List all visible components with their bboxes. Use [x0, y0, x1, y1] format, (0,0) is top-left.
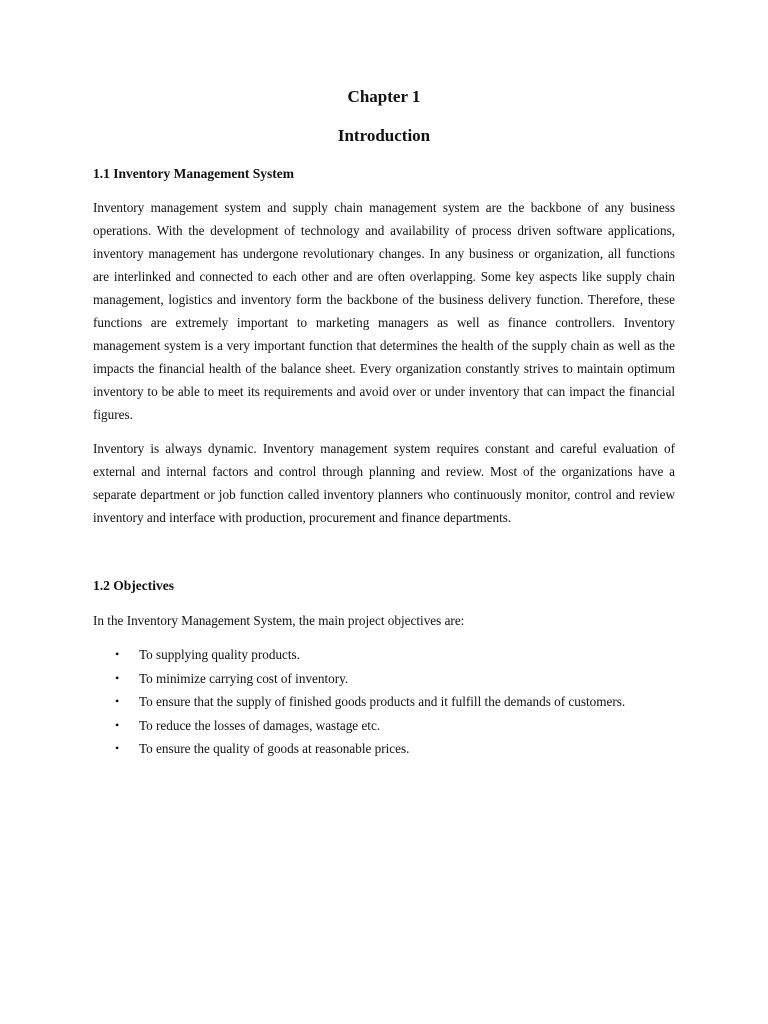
bullet-icon: •: [115, 741, 120, 756]
objective-text: To minimize carrying cost of inventory.: [139, 670, 349, 686]
paragraph-inventory-dynamics: Inventory is always dynamic. Inventory management system requires constant and careful evaluation of external and internal factors and control through planning and review. Most of the organizations have a separate department or job function called inventory planners who continuously monitor, control and review inventory and interface with production, procurement and finance departments.: [93, 441, 675, 525]
chapter-label: Chapter 1: [347, 87, 421, 106]
paragraph-inventory-overview: Inventory management system and supply chain management system are the backbone of any business operations. With the development of technology and availability of process driven software applications, inventory management has undergone revolutionary changes. In any business or organization, all functions are interlinked and connected to each other and are often overlapping. Some key aspects like supply chain management, logistics and inventory form the backbone of the business delivery function. Therefore, these functions are extremely important to marketing managers as well as finance controllers. Inventory management system is a very important function that determines the health of the supply chain as well as the impacts the financial health of the balance sheet. Every organization constantly strives to maintain optimum inventory to be able to meet its requirements and avoid over or under inventory that can impact the financial figures.: [93, 200, 675, 422]
objective-text: To ensure that the supply of finished goods products and it fulfill the demands of customers.: [139, 694, 626, 710]
objective-text: To supplying quality products.: [139, 647, 300, 662]
objectives-intro: In the Inventory Management System, the main project objectives are:: [93, 613, 465, 628]
list-item: [93, 737, 675, 761]
objective-text: To reduce the losses of damages, wastage etc.: [139, 717, 381, 733]
chapter-title: Introduction: [337, 126, 431, 145]
objective-text: To ensure the quality of goods at reasonable prices.: [139, 741, 410, 757]
list-item: [93, 667, 675, 691]
bullet-icon: •: [115, 694, 120, 709]
list-item: [93, 690, 675, 714]
objectives-list: [93, 643, 675, 761]
bullet-icon: •: [115, 670, 120, 685]
section-heading-objectives: 1.2 Objectives: [93, 578, 174, 593]
section-heading-inventory: 1.1 Inventory Management System: [93, 166, 294, 181]
list-item: [93, 714, 675, 738]
list-item: [93, 643, 675, 667]
bullet-icon: •: [115, 647, 120, 661]
bullet-icon: •: [115, 717, 120, 732]
